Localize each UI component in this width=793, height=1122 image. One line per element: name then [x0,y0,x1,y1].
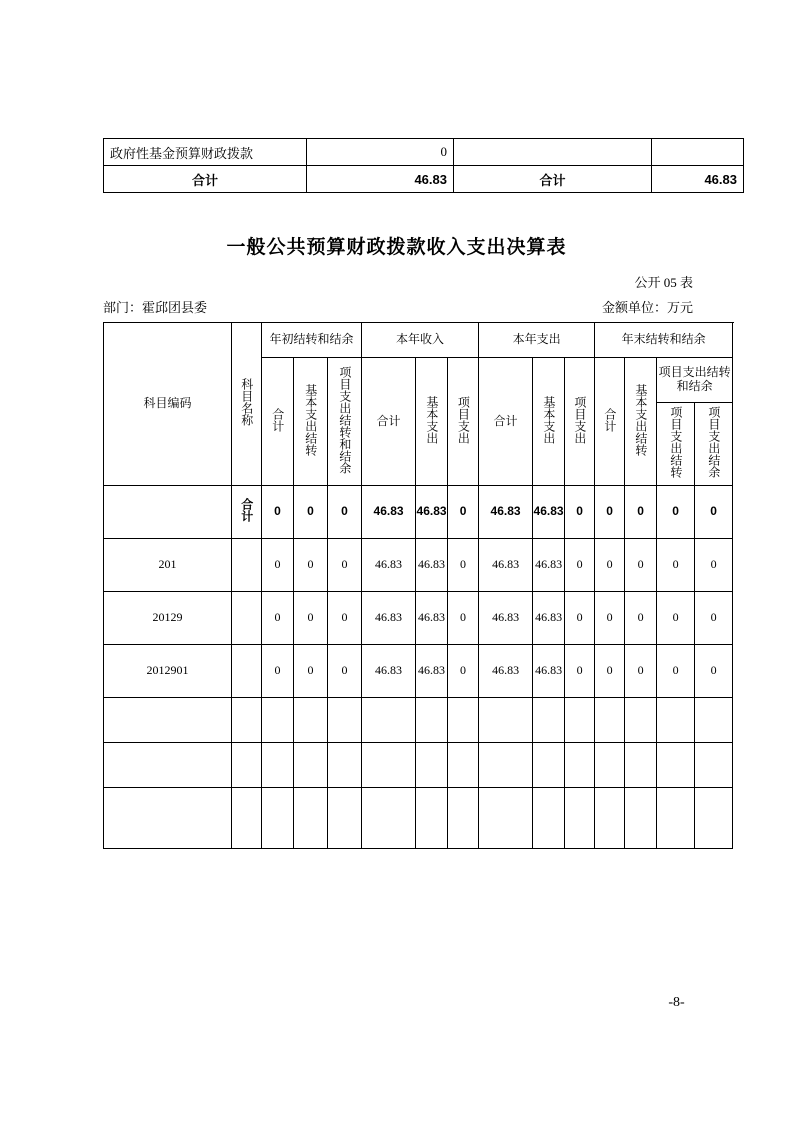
cell-begin-basic-carry: 0 [294,538,328,591]
header-expense-total: 合计 [479,358,533,486]
row-name [232,644,262,697]
budget-detail-table [103,322,733,849]
header-end-project-carry-balance: 项目支出结转和结余 [657,358,733,403]
total-value-right: 46.83 [652,166,744,193]
cell-end-total: 0 [595,485,625,538]
header-end-project-carry: 项目支出结转 [657,403,695,486]
cell-income-total: 46.83 [362,591,416,644]
cell-end-project-balance: 0 [695,485,733,538]
total-label-right: 合计 [454,166,652,193]
cell-income-basic: 46.83 [416,591,448,644]
cell-end-project-carry: 0 [657,485,695,538]
department-label: 部门：霍邱团县委 [103,300,208,315]
cell-expense-basic: 46.83 [533,644,565,697]
row-code [104,485,232,538]
cell-begin-project-carry-balance: 0 [328,538,362,591]
table-row-empty [104,742,733,787]
cell-begin-project-carry-balance: 0 [328,591,362,644]
cell-expense-total: 46.83 [479,485,533,538]
cell-end-project-balance: 0 [695,591,733,644]
carryover-table [103,138,744,193]
cell-end-basic-carry: 0 [625,485,657,538]
cell-end-project-balance: 0 [695,644,733,697]
table-row [104,538,733,591]
fund-budget-label: 政府性基金预算财政拨款 [104,139,307,166]
cell-expense-total: 46.83 [479,644,533,697]
cell-begin-total: 0 [262,538,294,591]
cell-expense-project: 0 [565,485,595,538]
cell-begin-basic-carry: 0 [294,644,328,697]
cell-end-project-carry: 0 [657,538,695,591]
cell-expense-total: 46.83 [479,591,533,644]
table-row-empty [104,697,733,742]
header-income-basic: 基本支出 [416,358,448,486]
header-end-group: 年末结转和结余 [595,323,733,358]
table-row-empty [104,787,733,848]
form-number: 公开 05 表 [634,275,693,290]
cell-begin-basic-carry: 0 [294,485,328,538]
cell-income-total: 46.83 [362,485,416,538]
cell-begin-total: 0 [262,644,294,697]
cell-begin-total: 0 [262,485,294,538]
header-expense-project: 项目支出 [565,358,595,486]
header-expense-group: 本年支出 [479,323,595,358]
amount-unit-label: 金额单位：万元 [601,300,693,315]
cell-begin-project-carry-balance: 0 [328,644,362,697]
total-value-left: 46.83 [307,166,454,193]
cell-income-project: 0 [448,591,479,644]
cell-expense-basic: 46.83 [533,591,565,644]
page-number-text: -8- [668,995,685,1010]
cell-end-project-carry: 0 [657,644,695,697]
table-row [104,485,733,538]
cell-end-project-balance: 0 [695,538,733,591]
row-name [232,591,262,644]
header-code: 科目编码 [104,323,232,486]
page-number [0,995,793,1011]
cell-income-total: 46.83 [362,644,416,697]
row-name: 合计 [232,485,262,538]
header-expense-basic: 基本支出 [533,358,565,486]
header-end-project-balance: 项目支出结余 [695,403,733,486]
cell-income-project: 0 [448,644,479,697]
cell-income-project: 0 [448,538,479,591]
cell-expense-total: 46.83 [479,538,533,591]
row-code: 2012901 [104,644,232,697]
table-row [104,139,744,166]
header-end-total: 合计 [595,358,625,486]
cell-income-basic: 46.83 [416,538,448,591]
header-income-total: 合计 [362,358,416,486]
header-begin-project-carry-balance: 项目支出结转和结余 [328,358,362,486]
cell-end-project-carry: 0 [657,591,695,644]
fund-budget-label-right [454,139,652,166]
header-end-basic-carry: 基本支出结转 [625,358,657,486]
table-row [104,644,733,697]
header-begin-basic-carry: 基本支出结转 [294,358,328,486]
row-code: 201 [104,538,232,591]
cell-expense-basic: 46.83 [533,538,565,591]
header-name: 科目名称 [232,323,262,486]
header-begin-total: 合计 [262,358,294,486]
cell-expense-basic: 46.83 [533,485,565,538]
header-income-group: 本年收入 [362,323,479,358]
row-name [232,538,262,591]
cell-income-project: 0 [448,485,479,538]
cell-income-basic: 46.83 [416,485,448,538]
table-body [104,485,733,848]
cell-end-total: 0 [595,538,625,591]
fund-budget-value-right [652,139,744,166]
fund-budget-value: 0 [307,139,454,166]
cell-end-basic-carry: 0 [625,644,657,697]
cell-expense-project: 0 [565,644,595,697]
table-row-total [104,166,744,193]
cell-expense-project: 0 [565,591,595,644]
cell-end-basic-carry: 0 [625,591,657,644]
cell-end-total: 0 [595,591,625,644]
header-group-row [104,323,733,358]
cell-begin-total: 0 [262,591,294,644]
header-begin-group: 年初结转和结余 [262,323,362,358]
page-title: 一般公共预算财政拨款收入支出决算表 [226,237,567,258]
cell-begin-basic-carry: 0 [294,591,328,644]
cell-end-total: 0 [595,644,625,697]
header-income-project: 项目支出 [448,358,479,486]
row-code: 20129 [104,591,232,644]
cell-end-basic-carry: 0 [625,538,657,591]
cell-expense-project: 0 [565,538,595,591]
cell-begin-project-carry-balance: 0 [328,485,362,538]
cell-income-basic: 46.83 [416,644,448,697]
table-row [104,591,733,644]
cell-income-total: 46.83 [362,538,416,591]
total-label-left: 合计 [104,166,307,193]
